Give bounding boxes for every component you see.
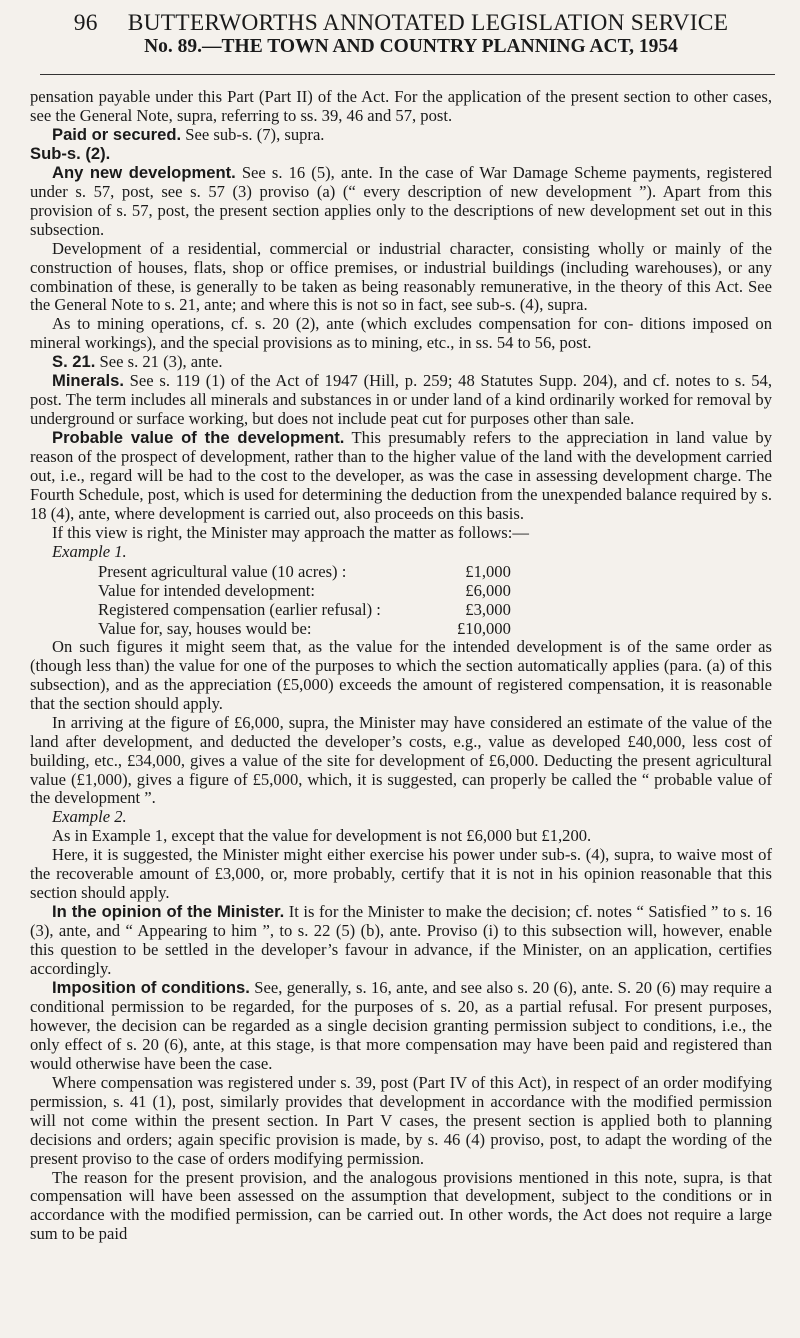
annotation-body	[30, 88, 772, 1244]
paragraph	[30, 315, 772, 353]
note-heading: Sub-s. (2).	[30, 143, 111, 163]
paragraph-text: Where compensation was registered under s. 39, post (Part IV of this Act), in respect of an order modifying permission, s. 41 (1), post, similarly provides that development in accordance with the modified permission will not come within the present section. In Part V cases, the present section is applied both to planning decisions and orders; again specific provision is made, by s. 46 (4) proviso, post, to adapt the wording of the present proviso to the case of orders modifying permission.	[30, 1072, 772, 1168]
page-number: 96	[73, 10, 98, 36]
paragraph-text: See, generally, s. 16, ante, and see also s. 20 (6), ante. S. 20 (6) may require a conditional permission to be regarded, for the purposes of s. 20, as a partial refusal. For present purposes, however, the decision can be regarded as a single decision granting permission subject to conditions, i.e., the only effect of s. 20 (6), ante, at this stage, is that more compensation may have been paid and registered than would otherwise have been the case.	[30, 977, 772, 1073]
paragraph	[30, 714, 772, 809]
paragraph	[30, 1074, 772, 1169]
note-heading: Paid or secured.	[52, 124, 182, 144]
paragraph-text: As in Example 1, except that the value for development is not £6,000 but £1,200.	[52, 826, 592, 846]
paragraph-text: As to mining operations, cf. s. 20 (2), ante (which excludes compensation for con- ditions imposed on mineral workings), and the special provisions as to mining, etc., in ss. 54 to 56, post.	[30, 314, 772, 353]
paragraph	[30, 979, 772, 1074]
row-value: £3,000	[465, 599, 511, 619]
paragraph	[30, 846, 772, 903]
paragraph-text: pensation payable under this Part (Part II) of the Act. For the application of the present section to other cases, see the General Note, supra, referring to ss. 39, 46 and 57, post.	[30, 87, 772, 125]
paragraph	[30, 429, 772, 524]
header-rule	[40, 74, 775, 75]
note-heading: Imposition of conditions.	[52, 977, 250, 997]
paragraph-text: On such figures it might seem that, as the value for the intended development is of the same order as (though less than) the value for one of the purposes to which the section automatically applies (para. (a) of this subsection), and as the appreciation (£5,000) exceeds the amount of registered compensation, it is reasonable that the section should apply.	[30, 636, 772, 713]
paragraph	[30, 240, 772, 316]
row-value: £10,000	[456, 618, 511, 638]
paragraph-text: In arriving at the figure of £6,000, supra, the Minister may have considered an estimate of the value of the land after development, and deducted the developer’s costs, e.g., value as developed £40,000, less cost of building, etc., £34,000, gives a value of the site for development of £6,000. Deducting the present agricultural value (£1,000), gives a figure of £5,000, which, it is suggested, can properly be called the “ probable value of the development ”.	[30, 712, 772, 808]
row-value: £6,000	[465, 580, 511, 600]
note-heading: Any new development.	[52, 162, 236, 182]
paragraph	[30, 903, 772, 979]
note-heading: S. 21.	[52, 352, 96, 372]
paragraph-text: If this view is right, the Minister may approach the matter as follows:—	[52, 522, 529, 542]
paragraph	[30, 372, 772, 429]
paragraph	[30, 353, 772, 372]
example-table	[98, 562, 511, 638]
table-row	[98, 581, 511, 600]
paragraph	[30, 1169, 772, 1245]
row-value: £1,000	[465, 561, 511, 581]
paragraph-text: See sub-s. (7), supra.	[185, 124, 325, 144]
paragraph	[30, 126, 772, 145]
subsection-heading	[30, 145, 772, 164]
row-label: Registered compensation (earlier refusal) :	[98, 599, 381, 619]
table-row	[98, 619, 511, 638]
paragraph-text: See s. 21 (3), ante.	[99, 352, 223, 372]
running-head	[30, 10, 772, 36]
paragraph	[30, 88, 772, 126]
example-label: Example 2.	[52, 807, 127, 827]
paragraph-text: See s. 16 (5), ante. In the case of War Damage Scheme payments, registered under s. 57, post, see s. 57 (3) proviso (a) (“ every description of new development ”). Apart from this provision of s. 57, post, the present section applies only to the descriptions of new development set out in this subsection.	[30, 162, 772, 239]
row-label: Value for intended development:	[98, 580, 316, 600]
paragraph-text: The reason for the present provision, and the analogous provisions mentioned in this note, supra, is that compensation will have been assessed on the assumption that development, subject to the conditions or in accordance with the modified permission, can be carried out. In other words, the Act does not require a large sum to be paid	[30, 1167, 772, 1244]
example-heading	[30, 543, 772, 562]
page	[30, 0, 772, 1244]
note-heading: Minerals.	[52, 371, 124, 391]
row-label: Present agricultural value (10 acres) :	[98, 561, 347, 581]
row-label: Value for, say, houses would be:	[98, 618, 312, 638]
paragraph	[30, 638, 772, 714]
table-row	[98, 600, 511, 619]
page-header	[30, 10, 772, 58]
series-title: BUTTERWORTHS ANNOTATED LEGISLATION SERVICE	[127, 10, 729, 36]
note-heading: In the opinion of the Minister.	[52, 902, 285, 922]
table-row	[98, 562, 511, 581]
example-heading	[30, 808, 772, 827]
paragraph-text: Here, it is suggested, the Minister might either exercise his power under sub-s. (4), supra, to waive most of the recoverable amount of £3,000, or, more probably, certify that it is not in his opinion reasonable that this section should apply.	[30, 845, 772, 903]
paragraph-text: See s. 119 (1) of the Act of 1947 (Hill, p. 259; 48 Statutes Supp. 204), and cf. notes to s. 54, post. The term includes all minerals and substances in or under land of a kind ordinarily worked for removal by underground or surface working, but does not include peat cut for purposes other than sale.	[30, 371, 772, 429]
example-label: Example 1.	[52, 541, 127, 561]
paragraph	[30, 827, 772, 846]
act-title: No. 89.—THE TOWN AND COUNTRY PLANNING ACT, 1954	[144, 36, 678, 57]
paragraph	[30, 524, 772, 543]
note-heading: Probable value of the development.	[52, 428, 345, 448]
paragraph	[30, 164, 772, 240]
paragraph-text: This presumably refers to the appreciation in land value by reason of the prospect of development, rather than to the higher value of the land with the development carried out, i.e., regard will be had to the cost to the developer, as was the case in assessing development charge. The Fourth Schedule, post, which is used for determining the deduction from the unexpended balance required by s. 18 (4), ante, where development is carried out, also proceeds on this basis.	[30, 428, 772, 523]
paragraph-text: Development of a residential, commercial or industrial character, consisting wholly or mainly of the construction of houses, flats, shop or office premises, or industrial buildings (including warehouses), or any combination of these, is generally to be taken as being reasonably remunerative, in the theory of this Act. See the General Note to s. 21, ante; and where this is not so in fact, see sub-s. (4), supra.	[30, 238, 772, 315]
paragraph-text: It is for the Minister to make the decision; cf. notes “ Satisfied ” to s. 16 (3), ante, and “ Appearing to him ”, to s. 22 (5) (b), ante. Proviso (i) to this subsection will, however, enable this question to be settled in the developer’s favour in advance, if the Minister, on an application, certifies accordingly.	[30, 902, 772, 979]
